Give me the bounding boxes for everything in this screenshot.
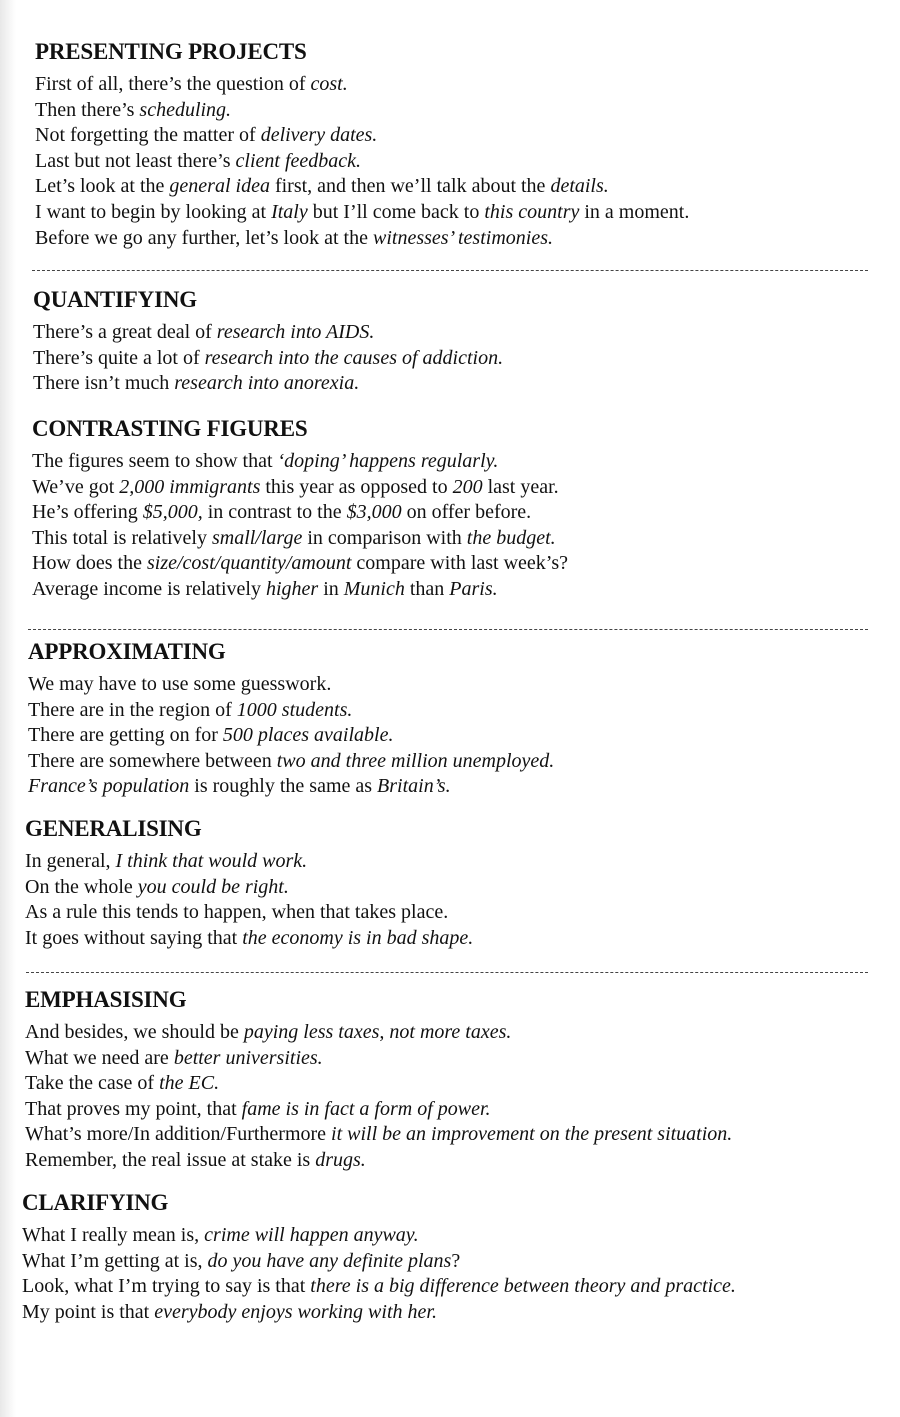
phrase-line [35,72,900,98]
example-phrase: general idea [169,175,270,198]
phrase-line [22,1300,900,1326]
example-phrase: there is a big difference between theory and practice. [310,1275,736,1298]
phrase-text: That proves my point, that [25,1097,242,1120]
example-phrase: you could be right. [137,875,289,898]
phrase-text: What I’m getting at is, [22,1249,208,1272]
phrase-text: What we need are [25,1046,174,1069]
phrase-line [22,1223,900,1249]
section-lines [25,849,900,951]
example-phrase: Munich [343,577,405,600]
example-phrase: better universities. [173,1046,323,1069]
phrase-text: In general, [25,850,116,872]
phrase-text: is roughly the same as [189,775,378,798]
phrase-text: We may have to use some guesswork. [28,673,332,695]
example-phrase: Italy [271,200,308,223]
phrase-line [32,475,900,501]
section-heading: APPROXIMATING [28,639,226,664]
section-lines [25,1020,900,1174]
phrase-text: first, and then we’ll talk about the [269,175,551,198]
section-heading: GENERALISING [25,816,202,841]
phrase-text: As a rule this tends to happen, when that takes place. [25,901,449,924]
phrase-text: compare with last week’s? [351,552,569,575]
phrase-text: Then there’s [35,98,140,121]
section-lines [33,320,900,397]
phrase-text: Average income is relatively [32,577,266,600]
phrase-text: He’s offering [32,501,143,524]
section-lines [28,672,900,800]
example-phrase: 200 [452,475,483,498]
phrase-text: ? [451,1249,461,1272]
example-phrase: witnesses’ testimonies. [372,226,553,249]
phrase-text: Not forgetting the matter of [35,124,261,147]
example-phrase: this country [484,200,580,223]
example-phrase: client feedback. [235,149,362,172]
example-phrase: cost. [310,73,348,95]
section-heading: QUANTIFYING [33,287,197,312]
phrase-text: but I’ll come back to [307,200,485,223]
phrase-text: Take the case of [25,1072,160,1095]
phrase-text: There are getting on for [28,724,223,747]
phrase-line [22,1274,900,1300]
example-phrase: 1000 students. [236,698,353,721]
phrase-line [25,1122,900,1148]
section-quantifying [33,286,900,397]
phrase-text: Remember, the real issue at stake is [25,1148,316,1171]
phrase-text: in contrast to the [202,501,347,524]
phrase-line [35,123,900,149]
phrase-line [33,371,900,397]
phrase-text: Before we go any further, let’s look at the [35,226,373,249]
section-lines [22,1223,900,1325]
phrase-text: on offer before. [401,501,532,524]
phrase-line [33,346,900,372]
example-phrase: paying less taxes, not more taxes. [243,1021,512,1043]
dashed-divider [32,270,868,271]
example-phrase: it will be an improvement on the present situation. [331,1123,733,1146]
section-contrasting-figures [32,415,900,603]
phrase-text: It goes without saying that [25,926,243,949]
phrase-text: And besides, we should be [25,1021,244,1043]
phrase-line [25,1020,900,1046]
phrase-line [35,200,900,226]
phrase-text: There’s quite a lot of [33,346,205,369]
example-phrase: research into anorexia. [174,372,360,395]
phrase-line [32,449,900,475]
phrase-line [25,1071,900,1097]
example-phrase: the budget. [466,526,556,549]
phrase-line [22,1249,900,1275]
phrase-line [28,723,900,749]
phrase-line [28,672,900,698]
example-phrase: Paris. [449,577,498,600]
section-heading: CONTRASTING FIGURES [32,416,308,441]
phrase-line [28,749,900,775]
phrase-text: Look, what I’m trying to say is that [22,1275,311,1298]
section-generalising [25,815,900,951]
phrase-line [32,577,900,603]
example-phrase: details. [550,175,609,198]
example-phrase: delivery dates. [260,124,378,147]
phrase-text: than [404,577,450,600]
phrase-line [25,926,900,952]
phrase-text: in [318,577,344,600]
phrase-line [25,1097,900,1123]
phrase-line [25,1046,900,1072]
example-phrase: drugs. [315,1148,366,1171]
dashed-divider [28,629,868,630]
section-heading: PRESENTING PROJECTS [35,39,307,64]
phrase-line [25,1148,900,1174]
scan-edge [0,0,16,1417]
phrase-text: Let’s look at the [35,175,170,198]
phrase-text: There isn’t much [33,372,175,395]
phrase-text: On the whole [25,875,138,898]
example-phrase: Britain’s. [377,775,451,798]
section-approximating [28,638,900,800]
example-phrase: $3,000 [346,501,402,524]
section-presenting-projects [35,38,900,251]
phrase-line [32,551,900,577]
phrase-text: My point is that [22,1300,155,1323]
phrase-line [25,849,900,875]
example-phrase: two and three million unemployed. [276,749,555,772]
phrase-text: What I really mean is, [22,1224,205,1246]
example-phrase: fame is in fact a form of power. [241,1097,491,1120]
phrase-text: How does the [32,552,147,575]
example-phrase: crime will happen anyway. [204,1224,419,1246]
phrase-text: What’s more/In addition/Furthermore [25,1123,332,1146]
example-phrase: higher [265,577,319,600]
phrase-line [33,320,900,346]
phrase-text: There are somewhere between [28,749,277,772]
phrase-text: We’ve got [32,475,120,498]
phrase-line [35,149,900,175]
phrase-line [28,698,900,724]
section-heading: CLARIFYING [22,1190,169,1215]
phrase-text: in comparison with [302,526,467,549]
phrase-line [25,875,900,901]
example-phrase: do you have any definite plans [207,1249,452,1272]
section-clarifying [22,1189,900,1325]
phrase-line [32,500,900,526]
phrase-text: This total is relatively [32,526,212,549]
phrase-line [25,900,900,926]
example-phrase: everybody enjoys working with her. [154,1300,437,1323]
phrase-text: The figures seem to show that [32,450,278,472]
example-phrase: the EC. [159,1072,220,1095]
example-phrase: 2,000 immigrants [119,475,261,498]
phrase-text: Last but not least there’s [35,149,236,172]
phrase-text: last year. [482,475,559,498]
phrase-text: First of all, there’s the question of [35,73,311,95]
phrase-text: in a moment. [579,200,690,223]
phrase-text: I want to begin by looking at [35,200,272,223]
phrase-text: this year as opposed to [260,475,453,498]
example-phrase: I think that would work. [115,850,308,872]
phrase-text: There are in the region of [28,698,237,721]
example-phrase: small/large [211,526,303,549]
section-lines [32,449,900,603]
phrase-line [35,98,900,124]
section-emphasising [25,986,900,1174]
section-heading: EMPHASISING [25,987,187,1012]
example-phrase: research into the causes of addiction. [204,346,504,369]
example-phrase: France’s population [28,775,190,798]
section-lines [35,72,900,251]
example-phrase: the economy is in bad shape. [242,926,474,949]
phrase-text: There’s a great deal of [33,321,217,343]
example-phrase: size/cost/quantity/amount [146,552,352,575]
example-phrase: 500 places available. [222,724,394,747]
phrase-line [32,526,900,552]
example-phrase: research into AIDS. [216,321,375,343]
example-phrase: scheduling. [139,98,232,121]
phrase-line [28,774,900,800]
phrase-line [35,226,900,252]
example-phrase: $5,000, [142,501,203,524]
example-phrase: ‘doping’ happens regularly. [277,450,499,472]
dashed-divider [26,972,868,973]
phrase-line [35,174,900,200]
